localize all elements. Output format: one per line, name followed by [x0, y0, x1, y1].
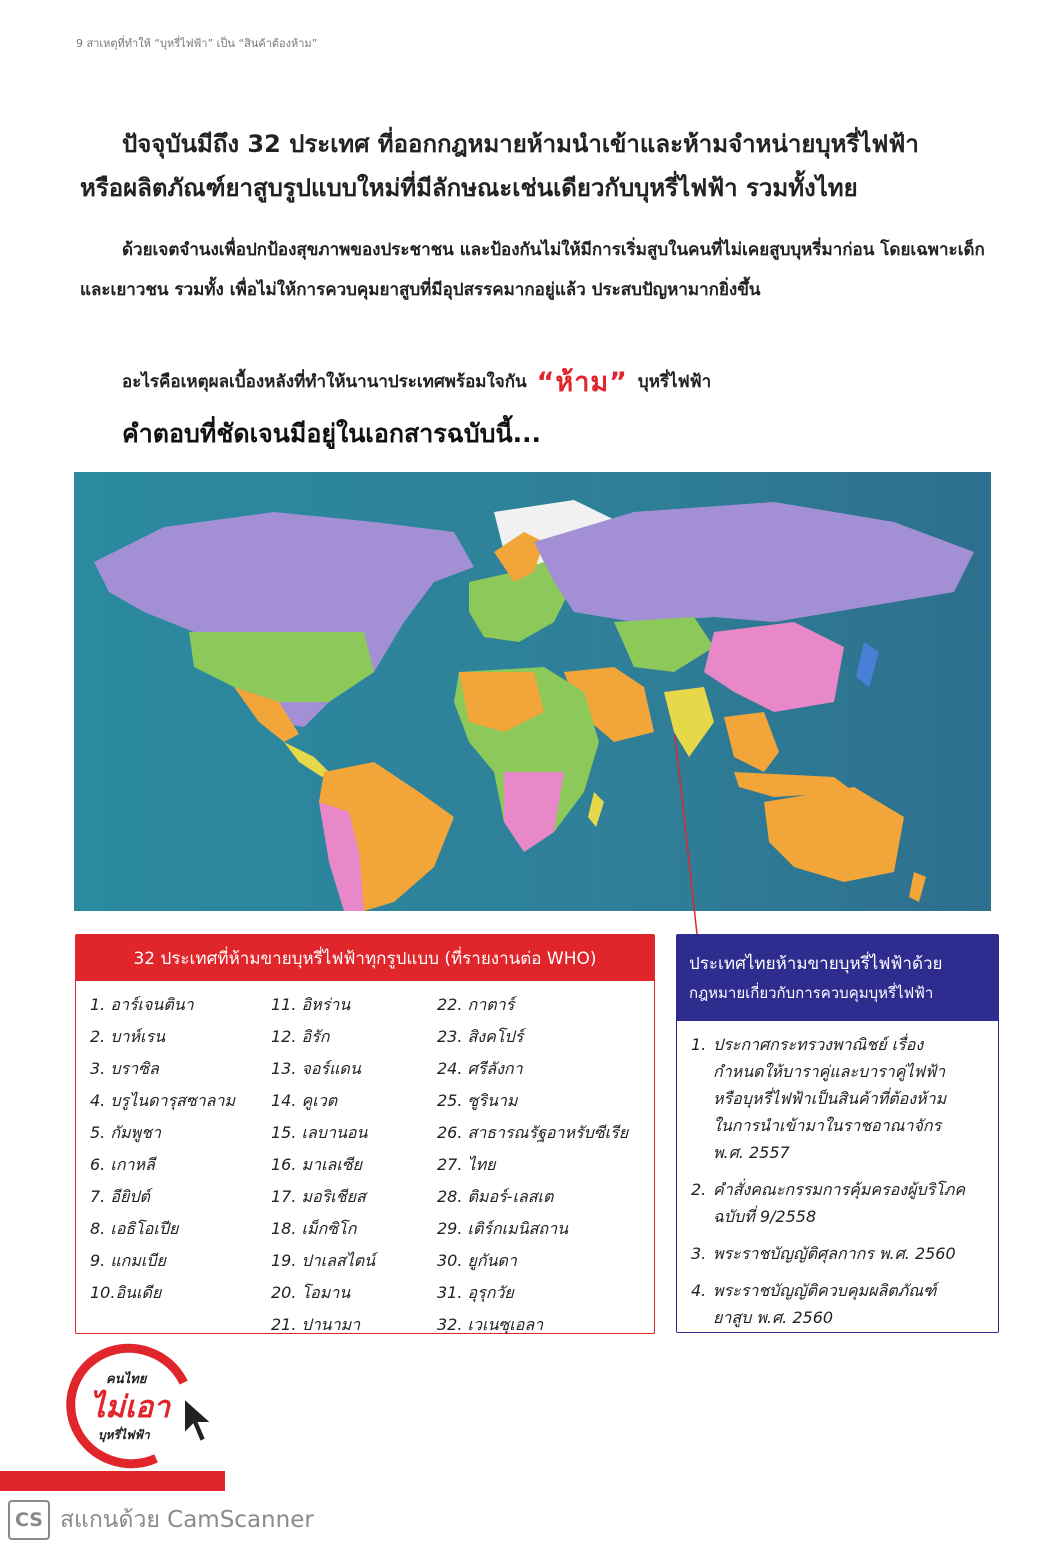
law-item [691, 1240, 984, 1267]
intro-paragraph [80, 230, 1005, 310]
intro-text: ด้วยเจตจำนงเพื่อปกป้องสุขภาพของประชาชน และป้องกันไม่ให้มีการเริ่มสูบในคนที่ไม่เคยสูบบุหรี่มาก่อน โดยเฉพาะเด็กและเยาวชน รวมทั้ง เพื่อไม่ให้การควบคุมยาสูบที่มีอุปสรรคมากอยู่แล้ว ประสบปัญหามากยิ่งขึ้น [80, 240, 985, 300]
country-item: 31. อุรุกวัย [437, 1283, 514, 1302]
thai-law-panel [676, 934, 999, 1333]
law-number: 3. [691, 1244, 707, 1263]
country-item: 27. ไทย [437, 1155, 496, 1174]
japan-shape [856, 642, 879, 687]
country-item: 29. เติร์กเมนิสถาน [437, 1219, 568, 1238]
law-item [691, 1031, 984, 1166]
answer-line: คำตอบที่ชัดเจนมีอยู่ในเอกสารฉบับนี้... [122, 419, 542, 448]
banned-countries-columns [76, 981, 654, 1333]
central-america-shape [284, 742, 329, 777]
world-map [74, 472, 991, 911]
law-number: 2. [691, 1180, 707, 1199]
country-item: 24. ศรีลังกา [437, 1059, 523, 1078]
country-item: 19. ปาเลสไตน์ [271, 1251, 376, 1270]
country-item: 20. โอมาน [271, 1283, 351, 1302]
law-text: ประกาศกระทรวงพาณิชย์ เรื่อง กำหนดให้บาราคู่และบาราคู่ไฟฟ้า หรือบุหรี่ไฟฟ้าเป็นสินค้าที่ต้องห้าม ในการนำเข้ามาในราชอาณาจักร พ.ศ. 2557 [713, 1035, 947, 1162]
law-text: พระราชบัญญัติศุลกากร พ.ศ. 2560 [713, 1244, 956, 1263]
question-text: อะไรคือเหตุผลเบื้องหลังที่ทำให้นานาประเทศพร้อมใจกัน [122, 372, 527, 392]
china-shape [704, 622, 844, 712]
country-item: 8. เอธิโอเปีย [90, 1219, 179, 1238]
country-item: 6. เกาหลี [90, 1155, 155, 1174]
country-item: 15. เลบานอน [271, 1123, 368, 1142]
new-zealand-shape [909, 872, 926, 902]
country-item: 2. บาห์เรน [90, 1027, 166, 1046]
thai-law-title: ประเทศไทยห้ามขายบุหรี่ไฟฟ้าด้วย [689, 954, 943, 974]
usa-shape [189, 632, 374, 702]
ban-word: “ห้าม” [536, 367, 628, 398]
countries-column-2 [271, 989, 375, 1341]
campaign-logo [62, 1342, 228, 1470]
country-item: 18. เม็กซิโก [271, 1219, 357, 1238]
countries-column-1 [90, 989, 235, 1309]
law-text: คำสั่งคณะกรรมการคุ้มครองผู้บริโภค ฉบับที่ 9/2558 [713, 1180, 966, 1226]
country-item: 30. ยูกันดา [437, 1251, 517, 1270]
camscanner-footer [8, 1500, 314, 1540]
thai-law-header [677, 935, 998, 1021]
running-header: 9 สาเหตุที่ทำให้ “บุหรี่ไฟฟ้า” เป็น “สินค้าต้องห้าม” [76, 37, 318, 50]
country-item: 14. คูเวต [271, 1091, 338, 1110]
banned-countries-title: 32 ประเทศที่ห้ามขายบุหรี่ไฟฟ้าทุกรูปแบบ (ที่รายงานต่อ WHO) [76, 935, 654, 981]
country-item: 28. ติมอร์-เลสเต [437, 1187, 554, 1206]
camscanner-logo-icon: CS [8, 1500, 50, 1540]
africa-south-shape [504, 772, 564, 852]
country-item: 21. ปานามา [271, 1315, 361, 1334]
country-item: 13. จอร์แดน [271, 1059, 361, 1078]
country-item: 7. อียิปต์ [90, 1187, 150, 1206]
thai-law-subtitle: กฎหมายเกี่ยวกับการควบคุมบุหรี่ไฟฟ้า [689, 984, 934, 1002]
country-item: 32. เวเนซุเอลา [437, 1315, 544, 1334]
headline-line-2: หรือผลิตภัณฑ์ยาสูบรูปแบบใหม่ที่มีลักษณะเช่นเดียวกับบุหรี่ไฟฟ้า รวมทั้งไทย [80, 174, 858, 202]
country-item: 5. กัมพูชา [90, 1123, 161, 1142]
law-item [691, 1277, 984, 1331]
question-end: บุหรี่ไฟฟ้า [637, 372, 712, 392]
law-item [691, 1176, 984, 1230]
cursor-arrow-icon [182, 1396, 222, 1446]
country-item: 9. แกมเบีย [90, 1251, 166, 1270]
country-item: 1. อาร์เจนตินา [90, 995, 194, 1014]
country-item: 4. บรูไนดารุสซาลาม [90, 1091, 235, 1110]
country-item: 12. อิรัก [271, 1027, 330, 1046]
country-item: 17. มอริเชียส [271, 1187, 366, 1206]
country-item: 25. ซูรินาม [437, 1091, 518, 1110]
southeast-asia-shape [724, 712, 779, 772]
law-text: พระราชบัญญัติควบคุมผลิตภัณฑ์ ยาสูบ พ.ศ. 2560 [713, 1281, 937, 1327]
law-number: 4. [691, 1281, 707, 1300]
country-item: 22. กาตาร์ [437, 995, 515, 1014]
banned-countries-panel [75, 934, 655, 1334]
country-item: 16. มาเลเซีย [271, 1155, 363, 1174]
madagascar-shape [588, 792, 604, 827]
law-number: 1. [691, 1035, 707, 1054]
country-item: 10.อินเดีย [90, 1283, 162, 1302]
logo-main-text: ไม่เอา [90, 1390, 170, 1425]
central-asia-shape [614, 617, 714, 672]
question-line [122, 360, 711, 403]
logo-bottom-text: บุหรี่ไฟฟ้า [98, 1428, 150, 1442]
footer-red-bar [0, 1471, 225, 1491]
country-item: 26. สาธารณรัฐอาหรับซีเรีย [437, 1123, 629, 1142]
logo-top-text: คนไทย [106, 1372, 147, 1387]
thai-law-list [677, 1021, 998, 1331]
india-shape [664, 687, 714, 757]
headline [80, 122, 1000, 210]
australia-shape [764, 787, 904, 882]
camscanner-text: สแกนด้วย CamScanner [60, 1507, 314, 1533]
country-item: 11. อิหร่าน [271, 995, 351, 1014]
headline-line-1: ปัจจุบันมีถึง 32 ประเทศ ที่ออกกฎหมายห้ามนำเข้าและห้ามจำหน่ายบุหรี่ไฟฟ้า [122, 130, 919, 158]
country-item: 23. สิงคโปร์ [437, 1027, 524, 1046]
countries-column-3 [437, 989, 628, 1341]
country-item: 3. บราซิล [90, 1059, 159, 1078]
